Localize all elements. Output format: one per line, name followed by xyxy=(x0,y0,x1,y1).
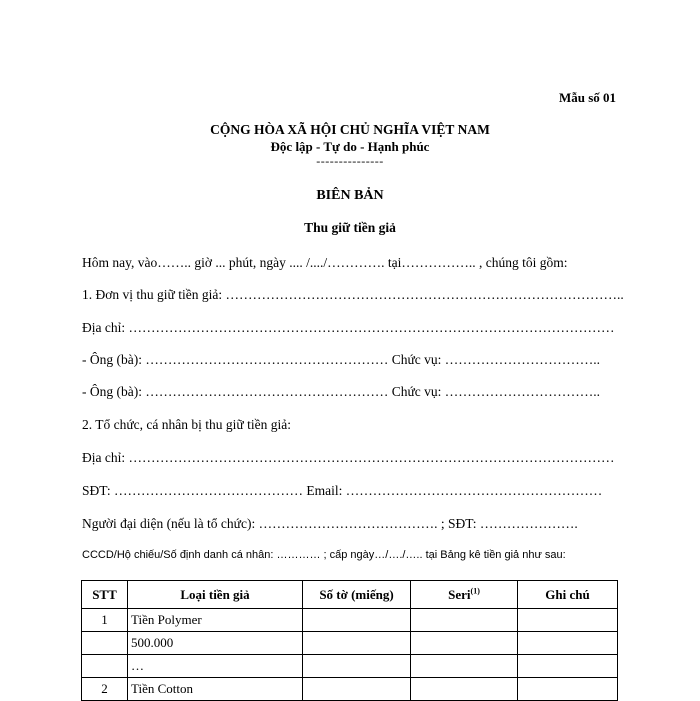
cell-money-type: … xyxy=(128,655,303,678)
motto: Độc lập - Tự do - Hạnh phúc xyxy=(270,139,430,154)
cell-count xyxy=(303,655,411,678)
header-stt: STT xyxy=(82,581,128,609)
header-note: Ghi chú xyxy=(518,581,618,609)
person-line-1: - Ông (bà): ……………………………………………… Chức vụ: …………………………….. xyxy=(82,352,601,367)
cell-count xyxy=(303,678,411,701)
cell-serial xyxy=(411,632,518,655)
cell-note xyxy=(518,609,618,632)
cell-note xyxy=(518,678,618,701)
counterfeit-money-table xyxy=(81,580,618,701)
cell-count xyxy=(303,609,411,632)
document-title: BIÊN BẢN xyxy=(316,188,384,203)
table-row xyxy=(82,655,618,678)
cell-money-type: 500.000 xyxy=(128,632,303,655)
header-count: Số tờ (miếng) xyxy=(303,581,411,609)
cell-stt: 1 xyxy=(82,609,128,632)
intro-line: Hôm nay, vào…….. giờ ... phút, ngày .... /..../…………. tại…………….. , chúng tôi gồm: xyxy=(82,255,568,270)
table-header-row xyxy=(82,581,618,609)
nation-header: CỘNG HÒA XÃ HỘI CHỦ NGHĨA VIỆT NAM xyxy=(210,122,490,137)
cell-money-type: Tiền Cotton xyxy=(128,678,303,701)
seizing-unit-line: 1. Đơn vị thu giữ tiền giả: …………………………………………………………………………….. xyxy=(82,287,624,302)
cell-stt xyxy=(82,632,128,655)
cell-serial xyxy=(411,678,518,701)
person-line-2: - Ông (bà): ……………………………………………… Chức vụ: …………………………….. xyxy=(82,384,601,399)
header-money-type: Loại tiền giả xyxy=(128,581,303,609)
header-divider: --------------- xyxy=(316,154,384,168)
table-row xyxy=(82,632,618,655)
party-address-line: Địa chỉ: ……………………………………………………………………………………………… xyxy=(82,450,615,465)
cell-note xyxy=(518,655,618,678)
id-document-line: CCCD/Hộ chiếu/Số định danh cá nhân: ………… ; cấp ngày…/…./….. tại Bảng kê tiền giả như sau: xyxy=(82,549,566,561)
cell-stt xyxy=(82,655,128,678)
header-serial-label: Seri xyxy=(448,586,471,602)
phone-email-line: SĐT: …………………………………… Email: ………………………………………………… xyxy=(82,483,603,498)
seized-party-line: 2. Tổ chức, cá nhân bị thu giữ tiền giả: xyxy=(82,417,291,432)
unit-address-line: Địa chỉ: ……………………………………………………………………………………………… xyxy=(82,320,615,335)
cell-stt: 2 xyxy=(82,678,128,701)
header-serial xyxy=(411,581,518,609)
form-number: Mẫu số 01 xyxy=(558,90,616,105)
table-row xyxy=(82,609,618,632)
cell-note xyxy=(518,632,618,655)
header-serial-footnote: (1) xyxy=(470,586,480,596)
cell-serial xyxy=(411,655,518,678)
representative-line: Người đại diện (nếu là tổ chức): …………………………………. ; SĐT: …………………. xyxy=(82,516,578,531)
table-row xyxy=(82,678,618,701)
document-subtitle: Thu giữ tiền giả xyxy=(304,220,396,235)
cell-serial xyxy=(411,609,518,632)
cell-money-type: Tiền Polymer xyxy=(128,609,303,632)
cell-count xyxy=(303,632,411,655)
